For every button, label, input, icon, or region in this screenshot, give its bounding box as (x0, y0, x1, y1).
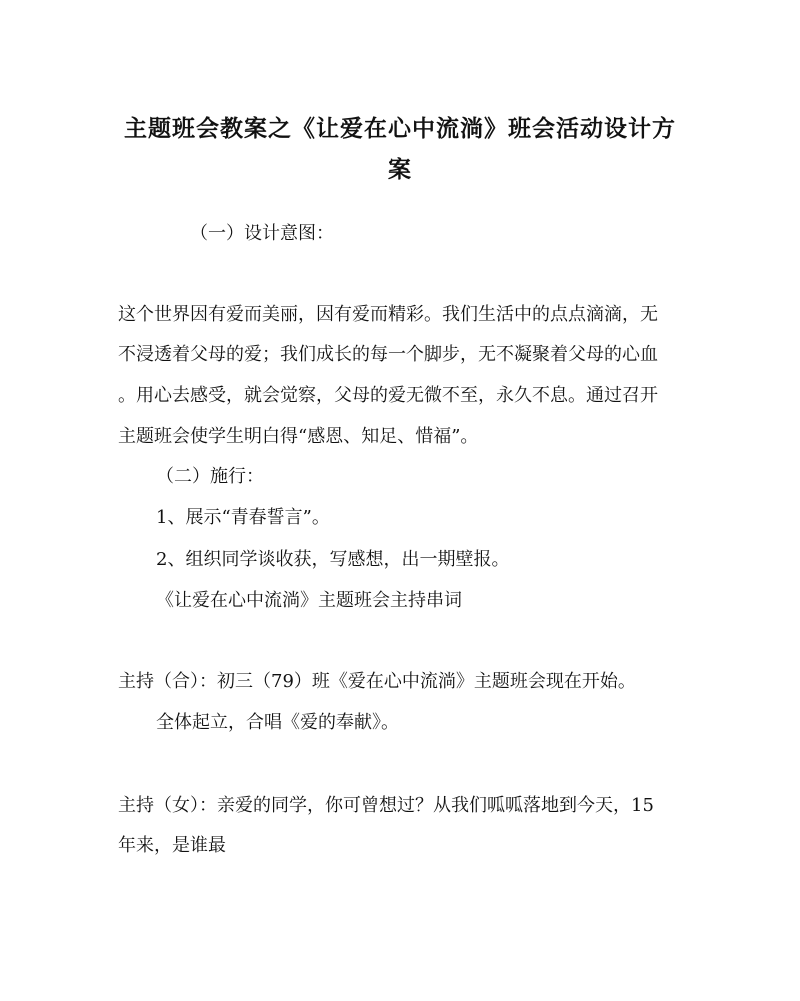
stand-and-sing-line: 全体起立，合唱《爱的奉献》。 (156, 712, 399, 733)
paragraph-line-1: 这个世界因有爱而美丽，因有爱而精彩。我们生活中的点点滴滴，无 (118, 304, 658, 325)
paragraph-line-2: 不浸透着父母的爱；我们成长的每一个脚步，无不凝聚着父母的心血 (118, 344, 658, 365)
step-1: 1、展示“青春誓言”。 (156, 507, 330, 528)
paragraph-line-4: 主题班会使学生明白得“感恩、知足、惜福”。 (118, 426, 479, 447)
document-title-line-1: 主题班会教案之《让爱在心中流淌》班会活动设计方 (124, 115, 676, 142)
section-heading-implementation: （二）施行： (156, 466, 264, 487)
step-2: 2、组织同学谈收获，写感想，出一期壁报。 (156, 549, 510, 570)
document-title-line-2: 案 (388, 156, 412, 183)
paragraph-line-3: 。用心去感受，就会觉察，父母的爱无微不至，永久不息。通过召开 (118, 385, 658, 406)
section-heading-design-intent: （一）设计意图： (190, 223, 334, 244)
host-female-line-2: 年来，是谁最 (118, 835, 226, 856)
host-female-line-1: 主持（女）：亲爱的同学，你可曾想过？从我们呱呱落地到今天，15 (118, 795, 654, 816)
host-together-line: 主持（合）：初三（79）班《爱在心中流淌》主题班会现在开始。 (118, 671, 636, 692)
script-title: 《让爱在心中流淌》主题班会主持串词 (156, 590, 462, 611)
